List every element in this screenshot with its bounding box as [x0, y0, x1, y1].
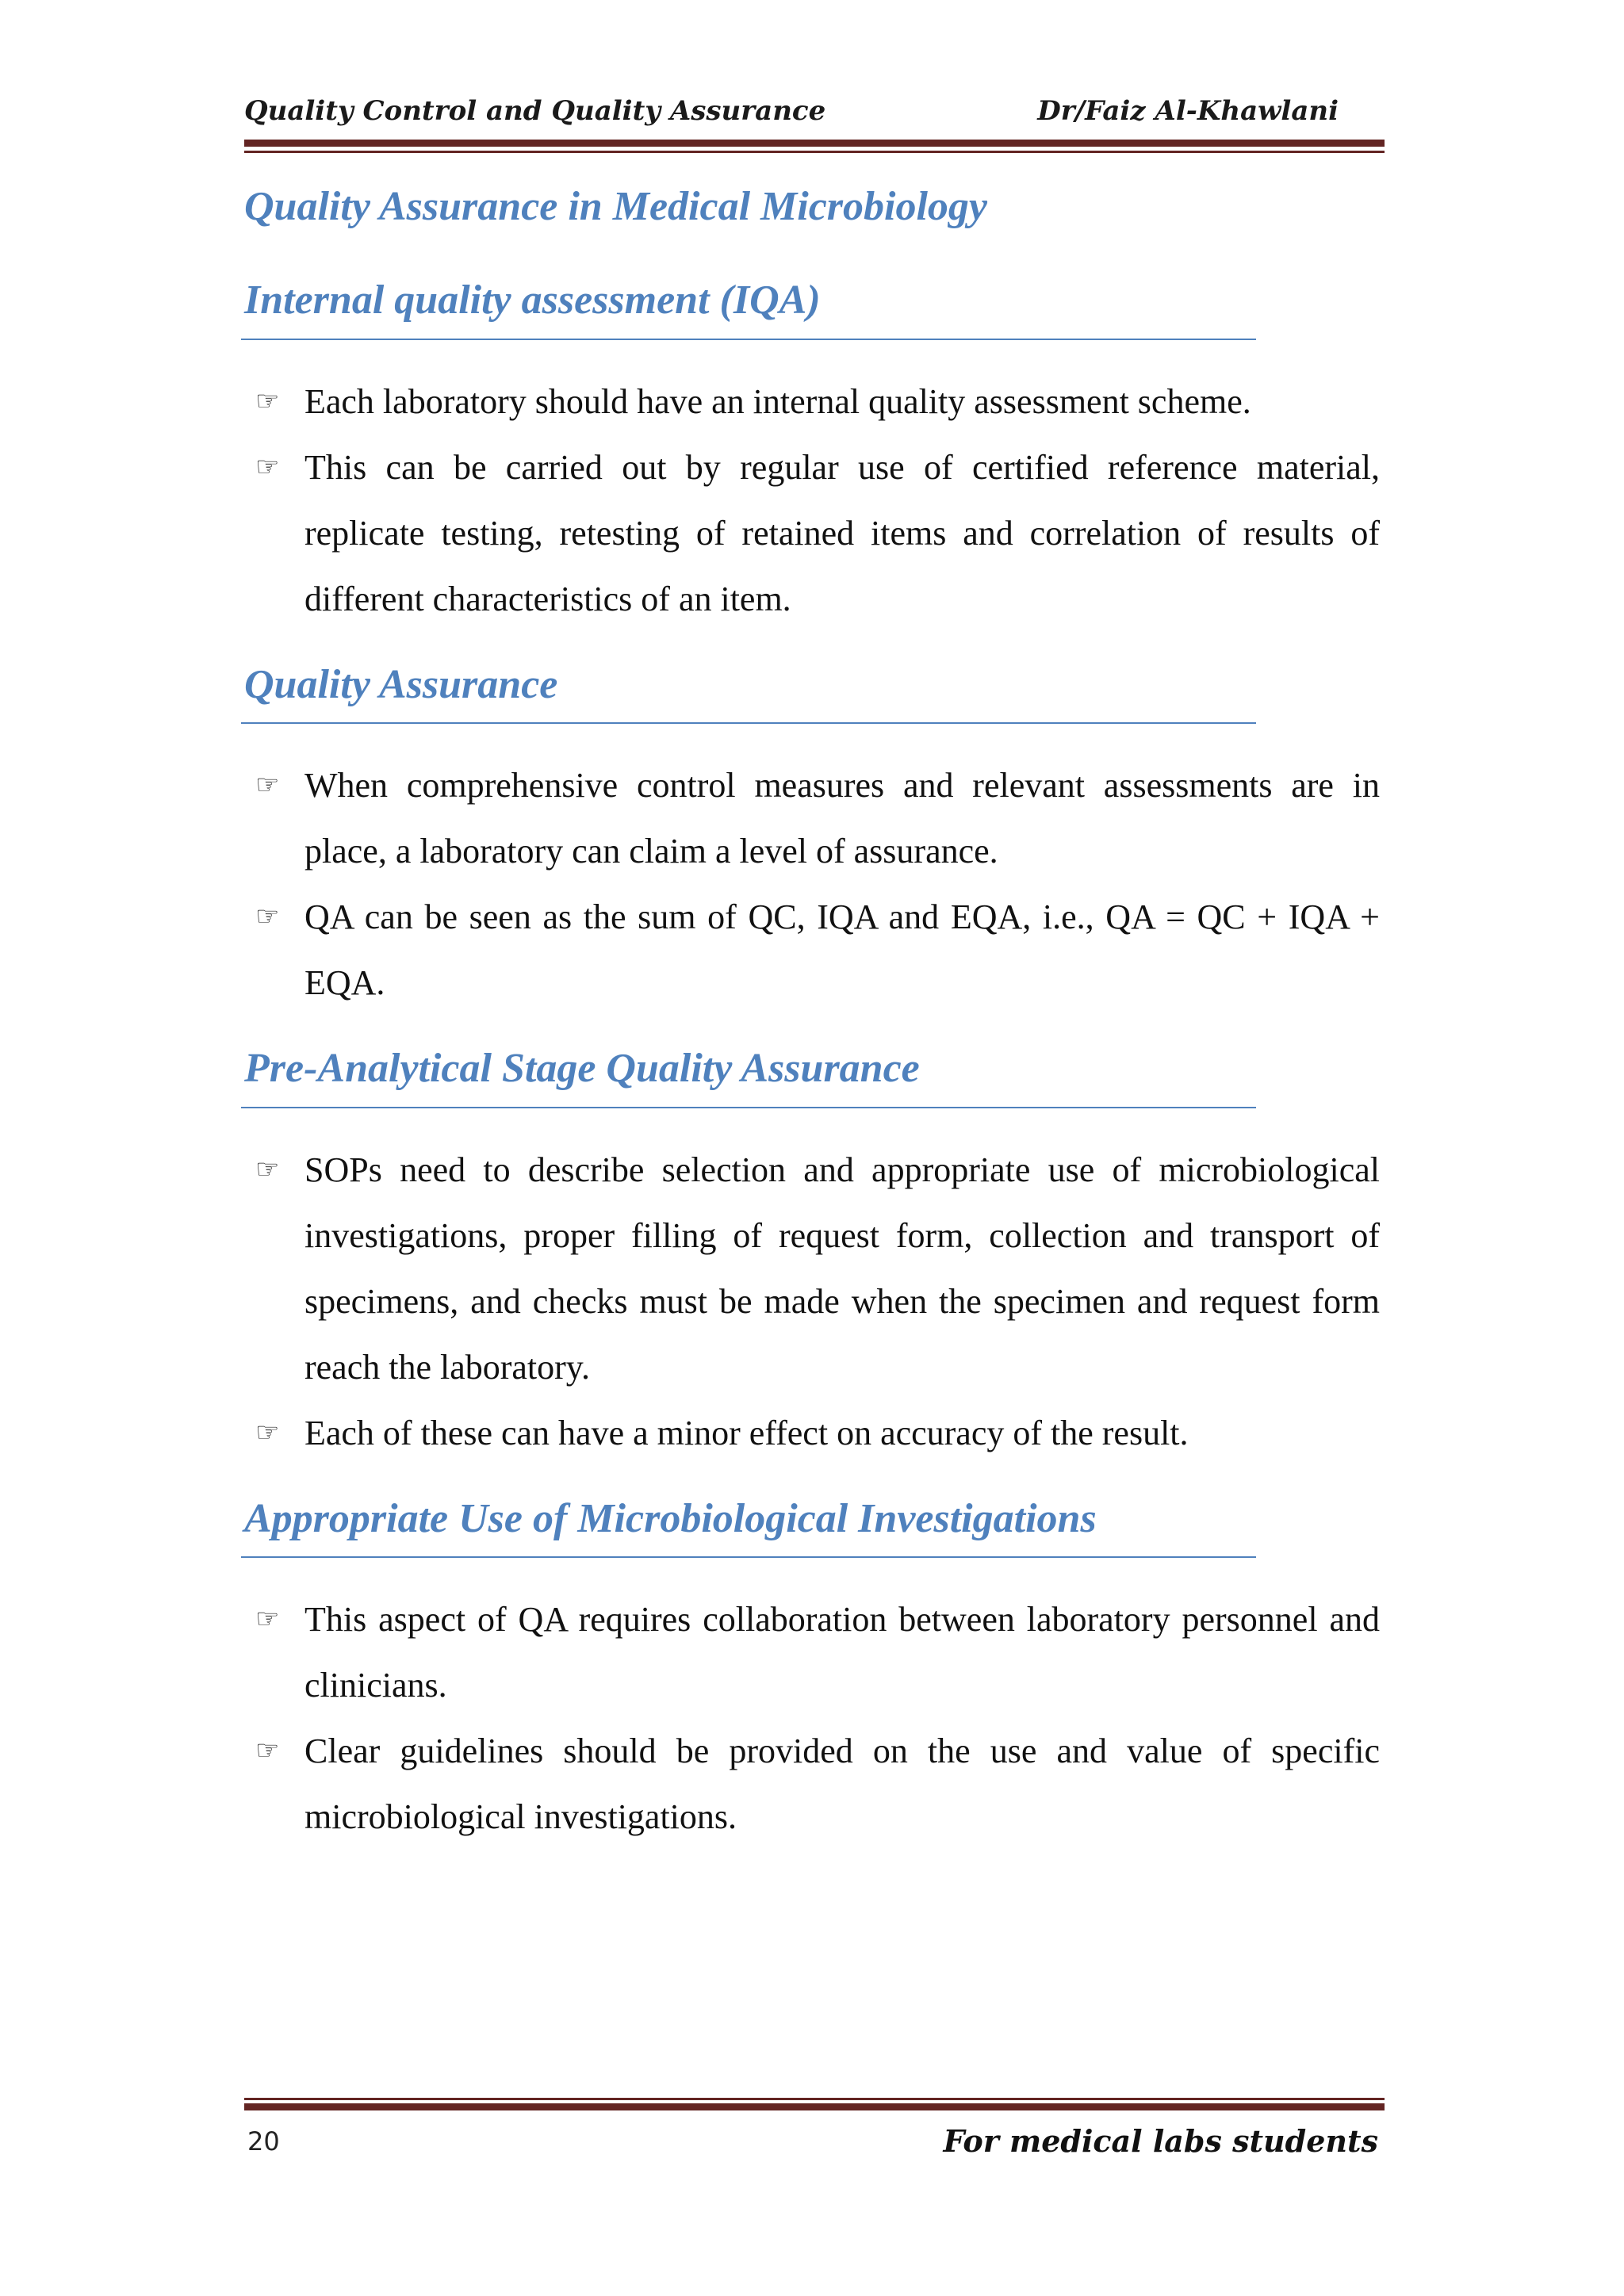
section-quality-assurance: [244, 660, 1380, 1016]
footer-audience: For medical labs students: [943, 2123, 1378, 2159]
list-item: [244, 369, 1380, 434]
page-footer: [244, 2093, 1386, 2159]
list-item: [244, 1400, 1380, 1466]
header-rule-thick: [244, 140, 1385, 147]
pointing-hand-icon: ☞: [255, 1602, 280, 1635]
bullet-list: [244, 752, 1380, 1016]
page-title: Quality Assurance in Medical Microbiology: [244, 184, 987, 229]
list-item-text: This aspect of QA requires collaboration between laboratory personnel and clinicians.: [304, 1599, 1380, 1705]
bullet-list: [244, 1586, 1380, 1850]
list-item: [244, 884, 1380, 1016]
pointing-hand-icon: ☞: [255, 901, 280, 933]
list-item-text: SOPs need to describe selection and appropriate use of microbiological investigations, proper filling of request form, collection and transport of specimens, and checks must be made when the specimen and request form reach the laboratory.: [304, 1150, 1380, 1387]
list-item: [244, 1718, 1380, 1850]
pointing-hand-icon: ☞: [255, 1153, 280, 1185]
list-item-text: Clear guidelines should be provided on the use and value of specific microbiological investigations.: [304, 1731, 1380, 1836]
pointing-hand-icon: ☞: [255, 769, 280, 802]
section-appropriate-use: [244, 1494, 1380, 1850]
header-rule-thin: [244, 151, 1385, 153]
list-item: [244, 1137, 1380, 1400]
header-course-title: Quality Control and Quality Assurance: [244, 95, 826, 127]
section-pre-analytical: [244, 1044, 1380, 1465]
list-item: [244, 752, 1380, 884]
page-content: [244, 182, 1380, 1878]
list-item: [244, 1586, 1380, 1718]
bullet-list: [244, 369, 1380, 632]
list-item-text: When comprehensive control measures and relevant assessments are in place, a laboratory can claim a level of assurance.: [304, 766, 1380, 871]
list-item-text: Each laboratory should have an internal quality assessment scheme.: [304, 381, 1251, 421]
pointing-hand-icon: ☞: [255, 1416, 280, 1448]
page-number: 20: [247, 2126, 280, 2156]
section-title: Quality Assurance: [244, 661, 558, 707]
section-heading: [241, 660, 1256, 724]
page-header: [244, 95, 1386, 136]
list-item-text: This can be carried out by regular use of certified reference material, replicate testing, retesting of retained items and correlation of results of different characteristics of an item.: [304, 447, 1380, 618]
section-heading: [241, 1044, 1256, 1108]
list-item: [244, 434, 1380, 632]
section-iqa: [244, 276, 1380, 631]
pointing-hand-icon: ☞: [255, 385, 280, 417]
pointing-hand-icon: ☞: [255, 1734, 280, 1766]
list-item-text: Each of these can have a minor effect on accuracy of the result.: [304, 1413, 1189, 1452]
section-title: Appropriate Use of Microbiological Investigations: [244, 1495, 1097, 1541]
section-title: Pre-Analytical Stage Quality Assurance: [244, 1046, 920, 1092]
section-heading: [241, 276, 1256, 339]
section-heading: [241, 1494, 1256, 1558]
header-author: Dr/Faiz Al-Khawlani: [1037, 95, 1339, 127]
section-title: Internal quality assessment (IQA): [244, 277, 821, 323]
pointing-hand-icon: ☞: [255, 450, 280, 483]
bullet-list: [244, 1137, 1380, 1466]
list-item-text: QA can be seen as the sum of QC, IQA and EQA, i.e., QA = QC + IQA + EQA.: [304, 897, 1380, 1003]
